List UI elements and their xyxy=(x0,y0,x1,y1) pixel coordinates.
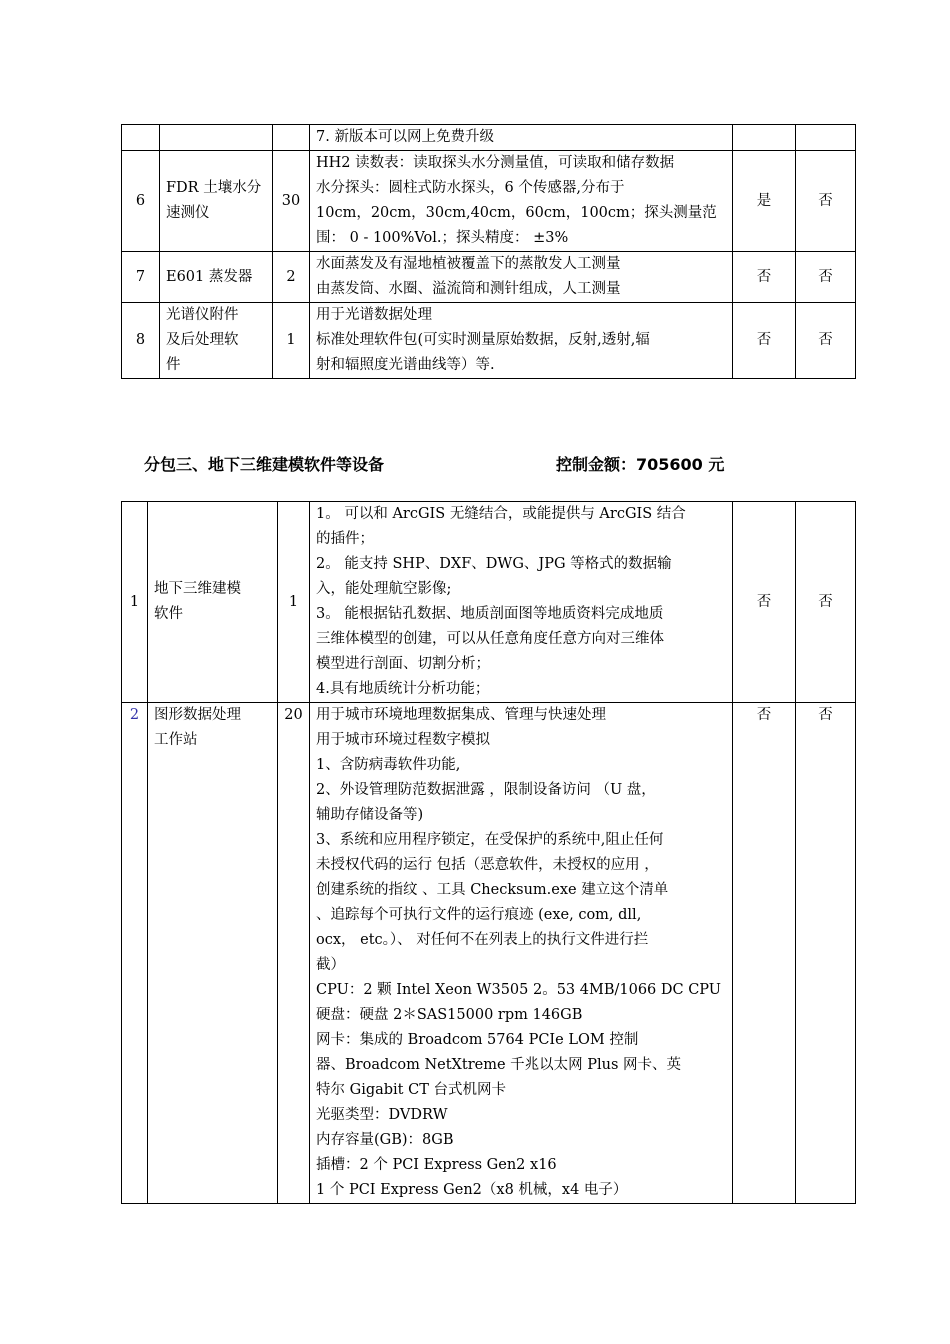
spec-line: 标准处理软件包(可实时测量原始数据，反射,透射,辐 xyxy=(316,332,650,348)
item-number: 1 xyxy=(122,502,148,703)
spec-line: 1 个 PCI Express Gen2（x8 机械，x4 电子） xyxy=(316,1182,628,1198)
spec-line: 三维体模型的创建，可以从任意角度任意方向对三维体 xyxy=(316,631,664,647)
item-specification xyxy=(310,502,733,703)
spec-line: 截） xyxy=(316,957,345,973)
item-number: 8 xyxy=(122,303,160,379)
spec-line: 3、系统和应用程序锁定，在受保护的系统中,阻止任何 xyxy=(316,832,664,848)
equipment-table-1 xyxy=(121,124,856,379)
spec-line: 光驱类型：DVDRW xyxy=(316,1107,448,1123)
item-name xyxy=(148,703,278,1204)
item-specification xyxy=(310,252,733,303)
section-title: 分包三、地下三维建模软件等设备 xyxy=(144,455,385,474)
name-line: E601 蒸发器 xyxy=(166,268,253,285)
item-flag-2: 否 xyxy=(796,703,856,1204)
spec-line: 插槽：2 个 PCI Express Gen2 x16 xyxy=(316,1157,557,1173)
spec-line: CPU：2 颗 Intel Xeon W3505 2。53 4MB/1066 DC CPU xyxy=(316,982,722,998)
item-flag-1: 否 xyxy=(733,252,796,303)
name-line: 件 xyxy=(166,357,181,373)
item-quantity: 1 xyxy=(278,502,310,703)
spec-line: 模型进行剖面、切割分析； xyxy=(316,656,490,672)
item-number: 6 xyxy=(122,151,160,252)
spec-line: HH2 读数表：读取探头水分测量值，可读取和储存数据 xyxy=(316,155,675,171)
spec-line: 、追踪每个可执行文件的运行痕迹 (exe, com, dll, xyxy=(316,907,642,923)
item-specification xyxy=(310,125,733,151)
name-line: 速测仪 xyxy=(166,205,210,221)
spec-line: 由蒸发筒、水圈、溢流筒和测针组成，人工测量 xyxy=(316,281,621,297)
item-flag-2: 否 xyxy=(796,303,856,379)
item-flag-1: 是 xyxy=(733,151,796,252)
item-name xyxy=(160,303,273,379)
name-line: FDR 土壤水分 xyxy=(166,180,262,196)
item-name xyxy=(160,125,273,151)
spec-line: 内存容量(GB)：8GB xyxy=(316,1132,454,1148)
spec-line: 4.具有地质统计分析功能； xyxy=(316,681,490,697)
item-flag-1: 否 xyxy=(733,303,796,379)
item-specification xyxy=(310,303,733,379)
item-name xyxy=(148,502,278,703)
item-quantity xyxy=(273,125,310,151)
name-line: 地下三维建模 xyxy=(154,581,241,597)
item-number: 2 xyxy=(122,703,148,1204)
item-name xyxy=(160,252,273,303)
item-specification xyxy=(310,703,733,1204)
name-line xyxy=(166,125,266,150)
spec-line: 2。 能支持 SHP、DXF、DWG、JPG 等格式的数据输 xyxy=(316,556,672,572)
spec-line: 的插件； xyxy=(316,531,374,547)
spec-line: 水面蒸发及有湿地植被覆盖下的蒸散发人工测量 xyxy=(316,256,621,272)
item-quantity: 2 xyxy=(273,252,310,303)
item-quantity: 1 xyxy=(273,303,310,379)
name-line: 工作站 xyxy=(154,732,198,748)
name-line: 及后处理软 xyxy=(166,332,239,348)
table-row xyxy=(122,502,856,703)
spec-line: 水分探头：圆柱式防水探头，6 个传感器,分布于 xyxy=(316,180,625,196)
spec-line: 10cm，20cm，30cm,40cm，60cm，100cm；探头测量范 xyxy=(316,205,717,221)
spec-line: 网卡：集成的 Broadcom 5764 PCIe LOM 控制 xyxy=(316,1032,639,1048)
spec-line: 7. 新版本可以网上免费升级 xyxy=(316,129,494,145)
spec-line: 硬盘：硬盘 2＊SAS15000 rpm 146GB xyxy=(316,1007,583,1023)
control-amount: 控制金额：705600 元 xyxy=(556,455,725,474)
equipment-table-2 xyxy=(121,501,856,1204)
table-row xyxy=(122,703,856,1204)
section-heading xyxy=(144,452,725,475)
spec-line: 3。 能根据钻孔数据、地质剖面图等地质资料完成地质 xyxy=(316,606,664,622)
spec-line: 射和辐照度光谱曲线等）等. xyxy=(316,357,495,373)
item-number xyxy=(122,125,160,151)
spec-line: 辅助存储设备等) xyxy=(316,807,424,823)
name-line: 图形数据处理 xyxy=(154,707,241,723)
spec-line: ocx， etc。）、 对任何不在列表上的执行文件进行拦 xyxy=(316,932,649,948)
item-flag-2: 否 xyxy=(796,252,856,303)
table-row xyxy=(122,252,856,303)
item-quantity: 30 xyxy=(273,151,310,252)
item-name xyxy=(160,151,273,252)
item-number: 7 xyxy=(122,252,160,303)
item-flag-2: 否 xyxy=(796,151,856,252)
spec-line: 用于城市环境过程数字模拟 xyxy=(316,732,490,748)
spec-line: 创建系统的指纹 、工具 Checksum.exe 建立这个清单 xyxy=(316,882,669,898)
item-flag-2: 否 xyxy=(796,502,856,703)
table-row xyxy=(122,125,856,151)
spec-line: 未授权代码的运行 包括（恶意软件，未授权的应用 ， xyxy=(316,857,659,873)
spec-line: 2、外设管理防范数据泄露 ，限制设备访问 （U 盘， xyxy=(316,782,656,798)
spec-line: 1、含防病毒软件功能, xyxy=(316,757,461,773)
item-specification xyxy=(310,151,733,252)
item-quantity: 20 xyxy=(278,703,310,1204)
spec-line: 用于光谱数据处理 xyxy=(316,307,432,323)
item-flag-1 xyxy=(733,125,796,151)
spec-line: 围： 0 - 100%Vol.；探头精度： ±3% xyxy=(316,230,569,246)
item-flag-1: 否 xyxy=(733,502,796,703)
name-line: 软件 xyxy=(154,606,183,622)
name-line: 光谱仪附件 xyxy=(166,307,239,323)
item-flag-1: 否 xyxy=(733,703,796,1204)
item-flag-2 xyxy=(796,125,856,151)
spec-line: 用于城市环境地理数据集成、管理与快速处理 xyxy=(316,707,606,723)
spec-line: 1。 可以和 ArcGIS 无缝结合，或能提供与 ArcGIS 结合 xyxy=(316,506,686,522)
table-row xyxy=(122,303,856,379)
spec-line: 特尔 Gigabit CT 台式机网卡 xyxy=(316,1082,506,1098)
table-row xyxy=(122,151,856,252)
spec-line: 器、Broadcom NetXtreme 千兆以太网 Plus 网卡、英 xyxy=(316,1057,682,1073)
spec-line: 入，能处理航空影像; xyxy=(316,581,452,597)
